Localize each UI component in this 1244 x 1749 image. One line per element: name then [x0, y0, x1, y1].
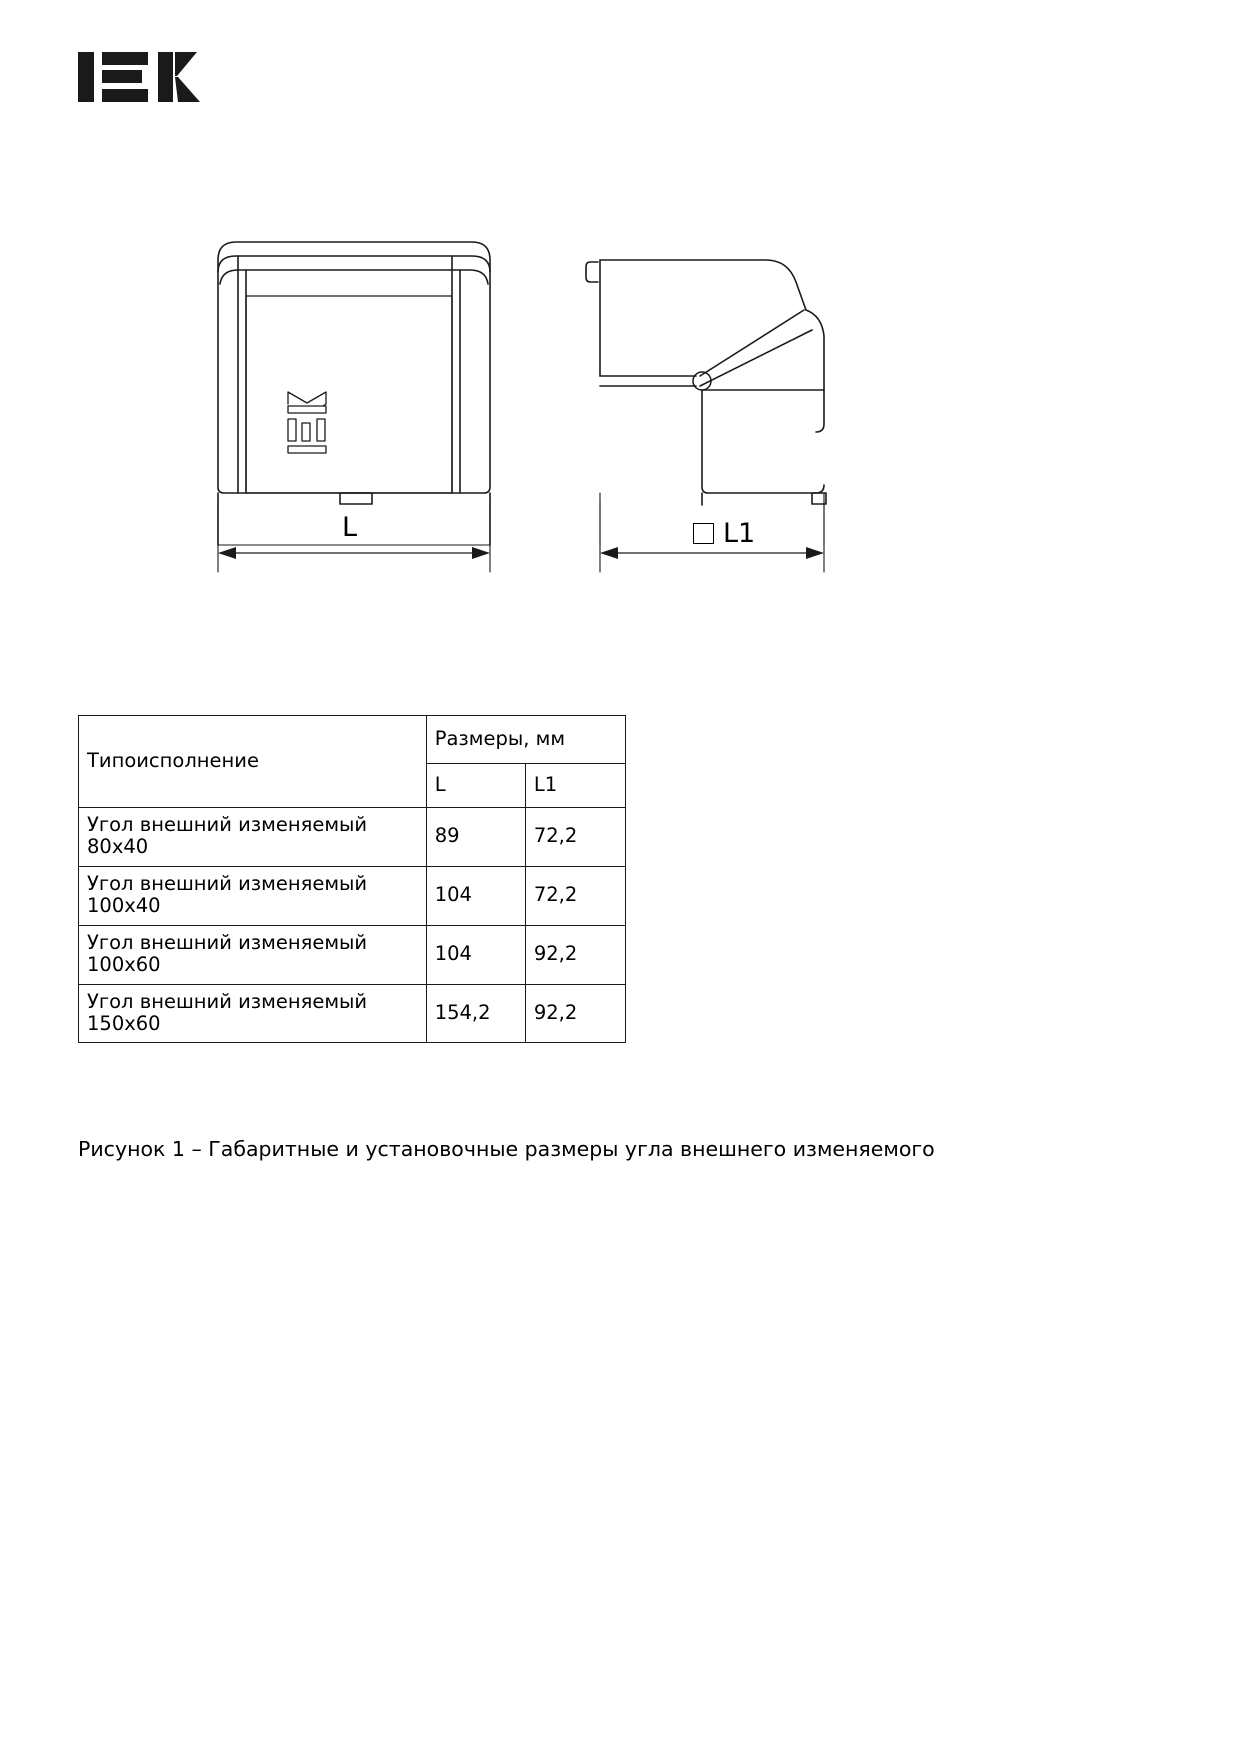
dimension-label-L1: [693, 518, 755, 549]
header-type: Типоисполнение: [79, 716, 427, 808]
iek-logo: [78, 46, 228, 108]
side-view: [586, 260, 826, 545]
cell-l1: 72,2: [525, 808, 625, 867]
cell-name: Угол внешний изменяемый 100x40: [79, 866, 427, 925]
square-icon: [693, 523, 714, 544]
cell-l: 89: [426, 808, 525, 867]
dimension-label-L: L: [342, 512, 358, 543]
cell-l: 154,2: [426, 984, 525, 1043]
cell-l1: 72,2: [525, 866, 625, 925]
cell-l1: 92,2: [525, 925, 625, 984]
cell-l: 104: [426, 866, 525, 925]
cell-name: Угол внешний изменяемый 100x60: [79, 925, 427, 984]
cell-name: Угол внешний изменяемый 150x60: [79, 984, 427, 1043]
cell-l: 104: [426, 925, 525, 984]
dimensions-table: [78, 715, 626, 1043]
table-row: [79, 984, 626, 1043]
cell-name: Угол внешний изменяемый 80x40: [79, 808, 427, 867]
header-col-l: L: [426, 764, 525, 808]
table-row: [79, 866, 626, 925]
front-view: [218, 242, 490, 545]
table-row: [79, 925, 626, 984]
header-sizes: Размеры, мм: [426, 716, 625, 764]
dimension-label-L1-text: L1: [723, 518, 756, 549]
table-header-row: [79, 716, 626, 764]
figure-caption: Рисунок 1 – Габаритные и установочные размеры угла внешнего изменяемого: [78, 1137, 935, 1161]
technical-drawing: [0, 200, 1244, 620]
cell-l1: 92,2: [525, 984, 625, 1043]
header-col-l1: L1: [525, 764, 625, 808]
table-row: [79, 808, 626, 867]
